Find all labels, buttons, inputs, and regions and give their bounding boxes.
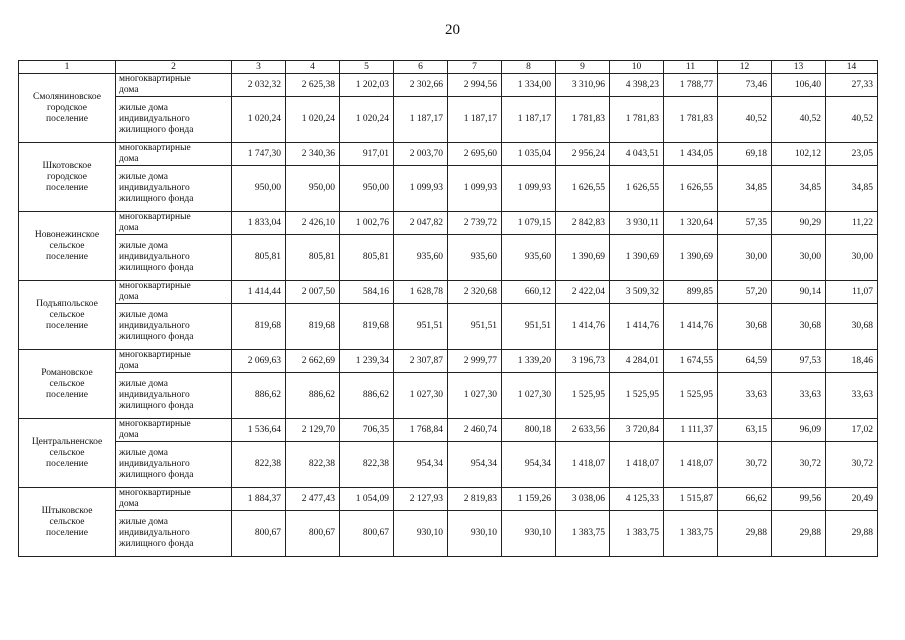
housing-type xyxy=(116,304,232,350)
housing-type-line: жилищного фонда xyxy=(119,125,194,135)
value-cell: 1 626,55 xyxy=(664,166,718,212)
column-header: 14 xyxy=(826,61,878,74)
value-cell: 57,35 xyxy=(718,212,772,235)
value-cell: 2 302,66 xyxy=(394,74,448,97)
settlement-name xyxy=(19,419,116,488)
table-row xyxy=(19,97,878,143)
table-row xyxy=(19,212,878,235)
value-cell: 1 187,17 xyxy=(502,97,556,143)
value-cell: 30,68 xyxy=(826,304,878,350)
housing-type-line: жилые дома xyxy=(119,241,168,251)
value-cell: 950,00 xyxy=(286,166,340,212)
settlement-name-line: Штыковское xyxy=(41,505,93,516)
value-cell: 917,01 xyxy=(340,143,394,166)
settlement-name-line: поселение xyxy=(46,458,88,469)
settlement-name-line: городское xyxy=(47,102,87,113)
value-cell: 805,81 xyxy=(340,235,394,281)
value-cell: 1 884,37 xyxy=(232,488,286,511)
value-cell: 1 781,83 xyxy=(664,97,718,143)
value-cell: 1 833,04 xyxy=(232,212,286,235)
housing-type xyxy=(116,166,232,212)
value-cell: 64,59 xyxy=(718,350,772,373)
housing-type-line: многоквартирные xyxy=(119,488,191,498)
table-row xyxy=(19,442,878,488)
value-cell: 3 038,06 xyxy=(556,488,610,511)
value-cell: 40,52 xyxy=(718,97,772,143)
column-header: 9 xyxy=(556,61,610,74)
value-cell: 819,68 xyxy=(340,304,394,350)
value-cell: 1 020,24 xyxy=(286,97,340,143)
value-cell: 2 994,56 xyxy=(448,74,502,97)
housing-type-line: индивидуального xyxy=(119,528,190,538)
value-cell: 1 099,93 xyxy=(502,166,556,212)
settlement-name xyxy=(19,143,116,212)
value-cell: 1 079,15 xyxy=(502,212,556,235)
settlement-name-line: поселение xyxy=(46,113,88,124)
value-cell: 29,88 xyxy=(718,511,772,557)
value-cell: 11,22 xyxy=(826,212,878,235)
value-cell: 1 187,17 xyxy=(448,97,502,143)
value-cell: 2 307,87 xyxy=(394,350,448,373)
value-cell: 30,00 xyxy=(826,235,878,281)
value-cell: 1 027,30 xyxy=(448,373,502,419)
table-row xyxy=(19,419,878,442)
value-cell: 27,33 xyxy=(826,74,878,97)
value-cell: 1 788,77 xyxy=(664,74,718,97)
settlement-name xyxy=(19,74,116,143)
table-row xyxy=(19,166,878,212)
value-cell: 1 099,93 xyxy=(394,166,448,212)
housing-type xyxy=(116,143,232,166)
value-cell: 886,62 xyxy=(232,373,286,419)
housing-type-line: индивидуального xyxy=(119,390,190,400)
value-cell: 4 398,23 xyxy=(610,74,664,97)
value-cell: 30,68 xyxy=(718,304,772,350)
housing-type-line: многоквартирные xyxy=(119,350,191,360)
value-cell: 1 418,07 xyxy=(556,442,610,488)
value-cell: 2 003,70 xyxy=(394,143,448,166)
value-cell: 805,81 xyxy=(286,235,340,281)
value-cell: 886,62 xyxy=(286,373,340,419)
value-cell: 69,18 xyxy=(718,143,772,166)
page-number: 20 xyxy=(445,22,460,38)
column-header: 1 xyxy=(19,61,116,74)
value-cell: 805,81 xyxy=(232,235,286,281)
value-cell: 34,85 xyxy=(772,166,826,212)
value-cell: 1 320,64 xyxy=(664,212,718,235)
settlement-name-line: поселение xyxy=(46,251,88,262)
housing-type-line: дома xyxy=(119,154,139,164)
value-cell: 1 418,07 xyxy=(610,442,664,488)
value-cell: 73,46 xyxy=(718,74,772,97)
value-cell: 886,62 xyxy=(340,373,394,419)
column-header: 6 xyxy=(394,61,448,74)
value-cell: 33,63 xyxy=(826,373,878,419)
value-cell: 106,40 xyxy=(772,74,826,97)
value-cell: 819,68 xyxy=(232,304,286,350)
housing-type xyxy=(116,442,232,488)
value-cell: 2 633,56 xyxy=(556,419,610,442)
value-cell: 1 515,87 xyxy=(664,488,718,511)
value-cell: 1 054,09 xyxy=(340,488,394,511)
settlement-name xyxy=(19,281,116,350)
value-cell: 660,12 xyxy=(502,281,556,304)
value-cell: 2 422,04 xyxy=(556,281,610,304)
value-cell: 23,05 xyxy=(826,143,878,166)
value-cell: 800,18 xyxy=(502,419,556,442)
value-cell: 1 525,95 xyxy=(556,373,610,419)
housing-type-line: жилые дома xyxy=(119,103,168,113)
housing-type-line: жилищного фонда xyxy=(119,539,194,549)
value-cell: 1 111,37 xyxy=(664,419,718,442)
value-cell: 951,51 xyxy=(448,304,502,350)
value-cell: 1 334,00 xyxy=(502,74,556,97)
table-row xyxy=(19,143,878,166)
value-cell: 2 320,68 xyxy=(448,281,502,304)
value-cell: 2 460,74 xyxy=(448,419,502,442)
value-cell: 2 477,43 xyxy=(286,488,340,511)
housing-type xyxy=(116,373,232,419)
settlement-name-line: поселение xyxy=(46,527,88,538)
value-cell: 2 999,77 xyxy=(448,350,502,373)
housing-type-line: многоквартирные xyxy=(119,419,191,429)
table-row xyxy=(19,304,878,350)
value-cell: 2 069,63 xyxy=(232,350,286,373)
value-cell: 2 129,70 xyxy=(286,419,340,442)
settlement-name xyxy=(19,212,116,281)
settlement-name-line: Центральненское xyxy=(31,436,103,447)
value-cell: 17,02 xyxy=(826,419,878,442)
value-cell: 33,63 xyxy=(772,373,826,419)
housing-type-line: дома xyxy=(119,85,139,95)
value-cell: 3 720,84 xyxy=(610,419,664,442)
value-cell: 954,34 xyxy=(394,442,448,488)
housing-type-line: жилые дома xyxy=(119,310,168,320)
value-cell: 1 628,78 xyxy=(394,281,448,304)
value-cell: 1 414,76 xyxy=(664,304,718,350)
column-header: 13 xyxy=(772,61,826,74)
housing-type xyxy=(116,212,232,235)
column-header: 12 xyxy=(718,61,772,74)
table-row xyxy=(19,281,878,304)
value-cell: 1 768,84 xyxy=(394,419,448,442)
value-cell: 2 047,82 xyxy=(394,212,448,235)
settlement-name-line: сельское xyxy=(49,447,85,458)
housing-type xyxy=(116,74,232,97)
settlement-name xyxy=(19,350,116,419)
value-cell: 97,53 xyxy=(772,350,826,373)
column-header: 7 xyxy=(448,61,502,74)
value-cell: 99,56 xyxy=(772,488,826,511)
column-header: 2 xyxy=(116,61,232,74)
value-cell: 822,38 xyxy=(286,442,340,488)
value-cell: 2 007,50 xyxy=(286,281,340,304)
settlement-name-line: сельское xyxy=(49,309,85,320)
value-cell: 935,60 xyxy=(448,235,502,281)
housing-type-line: дома xyxy=(119,430,139,440)
settlement-name-line: поселение xyxy=(46,182,88,193)
housing-type-line: индивидуального xyxy=(119,321,190,331)
value-cell: 96,09 xyxy=(772,419,826,442)
settlement-name-line: Смоляниновское xyxy=(33,91,101,102)
value-cell: 2 842,83 xyxy=(556,212,610,235)
value-cell: 706,35 xyxy=(340,419,394,442)
value-cell: 800,67 xyxy=(232,511,286,557)
housing-type-line: индивидуального xyxy=(119,114,190,124)
value-cell: 2 340,36 xyxy=(286,143,340,166)
column-header: 10 xyxy=(610,61,664,74)
housing-type-line: жилищного фонда xyxy=(119,194,194,204)
housing-type-line: дома xyxy=(119,361,139,371)
value-cell: 4 043,51 xyxy=(610,143,664,166)
housing-type-line: многоквартирные xyxy=(119,281,191,291)
value-cell: 1 781,83 xyxy=(556,97,610,143)
value-cell: 34,85 xyxy=(826,166,878,212)
value-cell: 1 390,69 xyxy=(664,235,718,281)
column-header: 4 xyxy=(286,61,340,74)
value-cell: 1 035,04 xyxy=(502,143,556,166)
value-cell: 4 125,33 xyxy=(610,488,664,511)
housing-type-line: жилищного фонда xyxy=(119,263,194,273)
housing-type-line: жилые дома xyxy=(119,379,168,389)
value-cell: 1 020,24 xyxy=(232,97,286,143)
value-cell: 800,67 xyxy=(286,511,340,557)
housing-type-line: жилищного фонда xyxy=(119,470,194,480)
housing-type-line: многоквартирные xyxy=(119,212,191,222)
housing-type-line: многоквартирные xyxy=(119,74,191,84)
table-row xyxy=(19,74,878,97)
housing-type-line: жилищного фонда xyxy=(119,332,194,342)
value-cell: 30,00 xyxy=(772,235,826,281)
value-cell: 11,07 xyxy=(826,281,878,304)
settlement-name-line: Шкотовское xyxy=(42,160,92,171)
value-cell: 1 747,30 xyxy=(232,143,286,166)
housing-type xyxy=(116,488,232,511)
value-cell: 1 525,95 xyxy=(610,373,664,419)
value-cell: 34,85 xyxy=(718,166,772,212)
value-cell: 3 196,73 xyxy=(556,350,610,373)
column-header: 8 xyxy=(502,61,556,74)
value-cell: 1 383,75 xyxy=(664,511,718,557)
value-cell: 3 509,32 xyxy=(610,281,664,304)
value-cell: 2 695,60 xyxy=(448,143,502,166)
table-row xyxy=(19,511,878,557)
value-cell: 584,16 xyxy=(340,281,394,304)
value-cell: 930,10 xyxy=(394,511,448,557)
value-cell: 1 525,95 xyxy=(664,373,718,419)
housing-type-line: жилые дома xyxy=(119,448,168,458)
value-cell: 20,49 xyxy=(826,488,878,511)
value-cell: 2 956,24 xyxy=(556,143,610,166)
settlement-name xyxy=(19,488,116,557)
value-cell: 1 390,69 xyxy=(556,235,610,281)
value-cell: 1 434,05 xyxy=(664,143,718,166)
settlement-name-line: поселение xyxy=(46,320,88,331)
value-cell: 1 383,75 xyxy=(556,511,610,557)
settlement-name-line: Новонежинское xyxy=(34,229,100,240)
value-cell: 822,38 xyxy=(232,442,286,488)
value-cell: 1 414,44 xyxy=(232,281,286,304)
value-cell: 1 383,75 xyxy=(610,511,664,557)
value-cell: 29,88 xyxy=(772,511,826,557)
value-cell: 1 099,93 xyxy=(448,166,502,212)
value-cell: 1 626,55 xyxy=(556,166,610,212)
settlement-name-line: поселение xyxy=(46,389,88,400)
housing-type xyxy=(116,235,232,281)
value-cell: 1 674,55 xyxy=(664,350,718,373)
value-cell: 57,20 xyxy=(718,281,772,304)
housing-type-line: индивидуального xyxy=(119,183,190,193)
settlement-name-line: сельское xyxy=(49,378,85,389)
value-cell: 935,60 xyxy=(502,235,556,281)
tariff-table xyxy=(18,60,878,557)
housing-type-line: дома xyxy=(119,223,139,233)
value-cell: 954,34 xyxy=(448,442,502,488)
column-header: 11 xyxy=(664,61,718,74)
value-cell: 90,14 xyxy=(772,281,826,304)
value-cell: 822,38 xyxy=(340,442,394,488)
value-cell: 4 284,01 xyxy=(610,350,664,373)
value-cell: 30,72 xyxy=(718,442,772,488)
value-cell: 2 662,69 xyxy=(286,350,340,373)
table-row xyxy=(19,373,878,419)
value-cell: 18,46 xyxy=(826,350,878,373)
value-cell: 1 536,64 xyxy=(232,419,286,442)
value-cell: 800,67 xyxy=(340,511,394,557)
value-cell: 1 020,24 xyxy=(340,97,394,143)
value-cell: 2 739,72 xyxy=(448,212,502,235)
housing-type-line: жилые дома xyxy=(119,172,168,182)
settlement-name-line: Подъяпольское xyxy=(36,298,98,309)
table-row xyxy=(19,350,878,373)
housing-type-line: дома xyxy=(119,499,139,509)
value-cell: 954,34 xyxy=(502,442,556,488)
value-cell: 2 127,93 xyxy=(394,488,448,511)
value-cell: 1 414,76 xyxy=(610,304,664,350)
value-cell: 1 339,20 xyxy=(502,350,556,373)
value-cell: 33,63 xyxy=(718,373,772,419)
column-header: 3 xyxy=(232,61,286,74)
housing-type xyxy=(116,511,232,557)
value-cell: 1 159,26 xyxy=(502,488,556,511)
housing-type xyxy=(116,97,232,143)
value-cell: 1 414,76 xyxy=(556,304,610,350)
value-cell: 1 390,69 xyxy=(610,235,664,281)
value-cell: 1 418,07 xyxy=(664,442,718,488)
housing-type-line: жилые дома xyxy=(119,517,168,527)
value-cell: 930,10 xyxy=(448,511,502,557)
value-cell: 2 819,83 xyxy=(448,488,502,511)
settlement-name-line: городское xyxy=(47,171,87,182)
value-cell: 30,00 xyxy=(718,235,772,281)
housing-type-line: жилищного фонда xyxy=(119,401,194,411)
housing-type xyxy=(116,419,232,442)
value-cell: 30,72 xyxy=(826,442,878,488)
housing-type-line: дома xyxy=(119,292,139,302)
table-row xyxy=(19,488,878,511)
value-cell: 1 027,30 xyxy=(394,373,448,419)
value-cell: 930,10 xyxy=(502,511,556,557)
value-cell: 951,51 xyxy=(394,304,448,350)
value-cell: 3 930,11 xyxy=(610,212,664,235)
value-cell: 1 781,83 xyxy=(610,97,664,143)
value-cell: 1 027,30 xyxy=(502,373,556,419)
value-cell: 935,60 xyxy=(394,235,448,281)
value-cell: 2 426,10 xyxy=(286,212,340,235)
column-header: 5 xyxy=(340,61,394,74)
housing-type-line: индивидуального xyxy=(119,459,190,469)
housing-type xyxy=(116,350,232,373)
value-cell: 1 002,76 xyxy=(340,212,394,235)
value-cell: 1 202,03 xyxy=(340,74,394,97)
settlement-name-line: сельское xyxy=(49,240,85,251)
value-cell: 1 187,17 xyxy=(394,97,448,143)
housing-type-line: многоквартирные xyxy=(119,143,191,153)
value-cell: 63,15 xyxy=(718,419,772,442)
value-cell: 1 239,34 xyxy=(340,350,394,373)
header-row xyxy=(19,61,878,74)
value-cell: 819,68 xyxy=(286,304,340,350)
value-cell: 30,68 xyxy=(772,304,826,350)
value-cell: 1 626,55 xyxy=(610,166,664,212)
value-cell: 29,88 xyxy=(826,511,878,557)
value-cell: 899,85 xyxy=(664,281,718,304)
value-cell: 2 032,32 xyxy=(232,74,286,97)
housing-type xyxy=(116,281,232,304)
value-cell: 90,29 xyxy=(772,212,826,235)
table-row xyxy=(19,235,878,281)
settlement-name-line: Романовское xyxy=(41,367,93,378)
settlement-name-line: сельское xyxy=(49,516,85,527)
value-cell: 66,62 xyxy=(718,488,772,511)
value-cell: 102,12 xyxy=(772,143,826,166)
value-cell: 40,52 xyxy=(772,97,826,143)
value-cell: 40,52 xyxy=(826,97,878,143)
value-cell: 30,72 xyxy=(772,442,826,488)
value-cell: 950,00 xyxy=(232,166,286,212)
housing-type-line: индивидуального xyxy=(119,252,190,262)
value-cell: 2 625,38 xyxy=(286,74,340,97)
value-cell: 3 310,96 xyxy=(556,74,610,97)
value-cell: 950,00 xyxy=(340,166,394,212)
value-cell: 951,51 xyxy=(502,304,556,350)
